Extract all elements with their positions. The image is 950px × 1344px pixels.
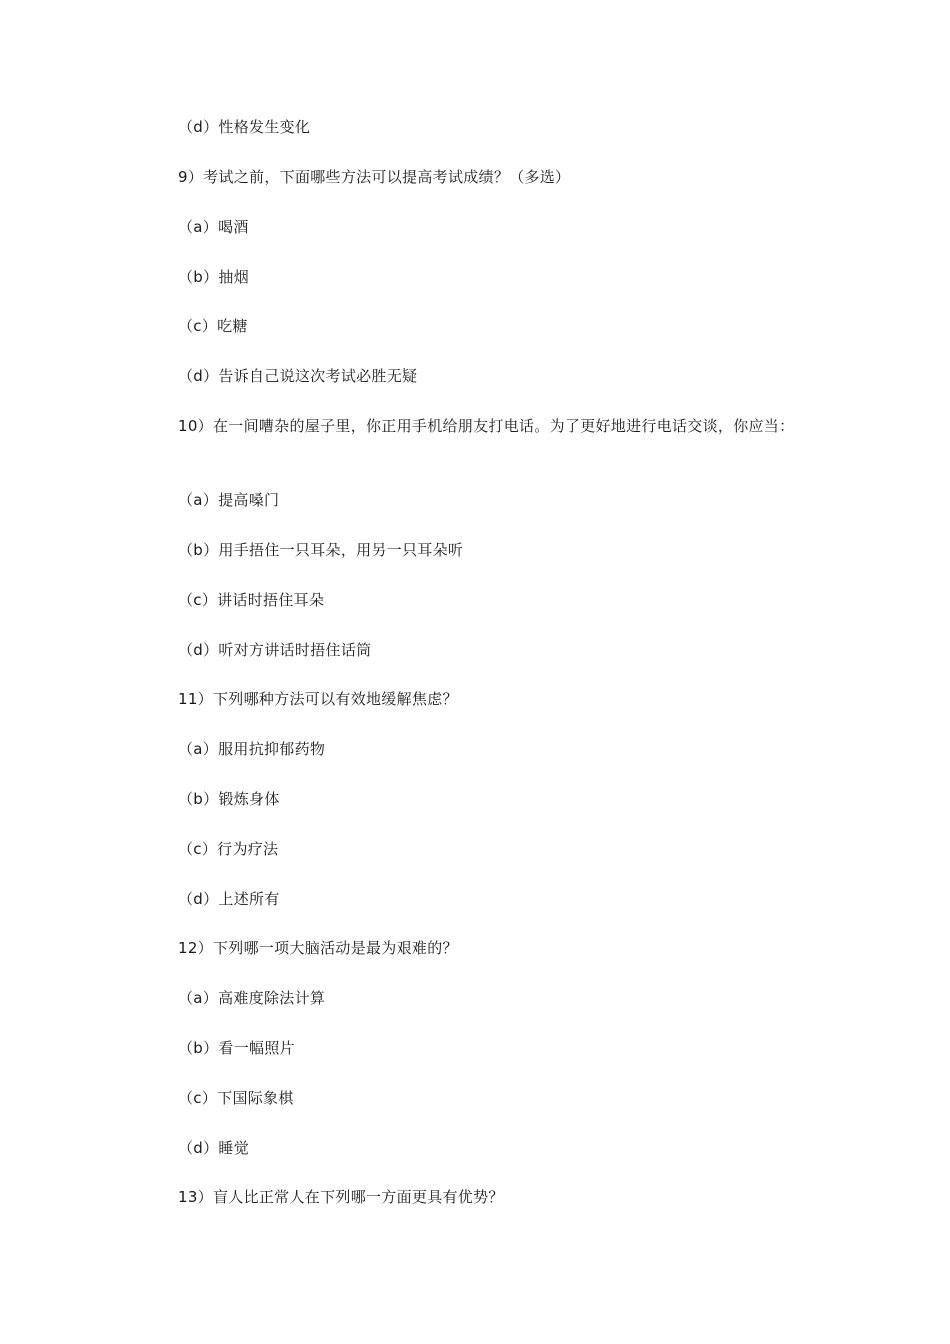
option-text: （a）提高嗓门 — [178, 491, 280, 509]
question-text: 13）盲人比正常人在下列哪一方面更具有优势？ — [178, 1188, 504, 1206]
option-text: （c）吃糖 — [178, 317, 248, 335]
option-text: （b）抽烟 — [178, 268, 250, 286]
option-text: （c）下国际象棋 — [178, 1089, 294, 1107]
option-text: （a）高难度除法计算 — [178, 989, 326, 1007]
option-text: （d）性格发生变化 — [178, 118, 311, 136]
question-text: 10）在一间嘈杂的屋子里，你正用手机给朋友打电话。为了更好地进行电话交谈，你应当： — [178, 417, 795, 435]
question-text: 9）考试之前，下面哪些方法可以提高考试成绩？（多选） — [178, 168, 571, 186]
option-text: （c）讲话时捂住耳朵 — [178, 591, 325, 609]
question-text: 12）下列哪一项大脑活动是最为艰难的？ — [178, 939, 458, 957]
option-text: （d）睡觉 — [178, 1139, 250, 1157]
option-text: （d）上述所有 — [178, 890, 280, 908]
option-text: （c）行为疗法 — [178, 840, 279, 858]
question-text: 11）下列哪种方法可以有效地缓解焦虑？ — [178, 690, 458, 708]
option-text: （d）听对方讲话时捂住话筒 — [178, 641, 372, 659]
option-text: （a）服用抗抑郁药物 — [178, 740, 326, 758]
option-text: （b）看一幅照片 — [178, 1039, 295, 1057]
option-text: （b）用手捂住一只耳朵，用另一只耳朵听 — [178, 541, 464, 559]
option-text: （a）喝酒 — [178, 218, 249, 236]
option-text: （d）告诉自己说这次考试必胜无疑 — [178, 367, 418, 385]
option-text: （b）锻炼身体 — [178, 790, 280, 808]
